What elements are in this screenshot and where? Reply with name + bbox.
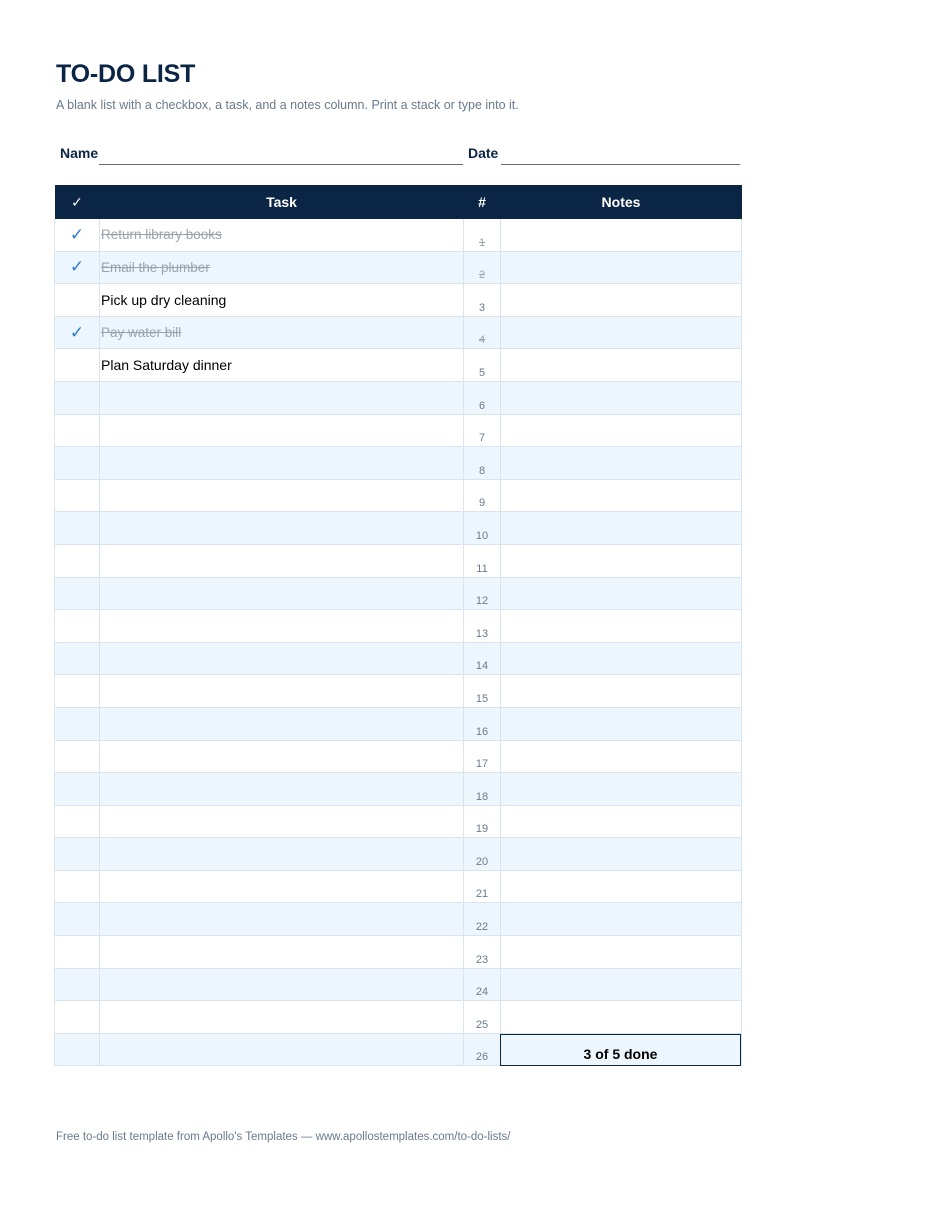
- checkmark-icon[interactable]: ✓: [55, 251, 100, 284]
- notes-cell[interactable]: [501, 544, 742, 577]
- task-cell[interactable]: [100, 512, 464, 545]
- task-cell[interactable]: [100, 838, 464, 871]
- checkbox-cell[interactable]: [55, 479, 100, 512]
- task-cell[interactable]: [100, 1001, 464, 1034]
- row-number: 17: [464, 740, 501, 773]
- task-cell[interactable]: [100, 1033, 464, 1066]
- notes-cell[interactable]: [501, 642, 742, 675]
- column-header-task: Task: [100, 185, 464, 219]
- task-cell[interactable]: [100, 642, 464, 675]
- row-number: 9: [464, 479, 501, 512]
- task-cell[interactable]: Return library books: [100, 219, 464, 251]
- task-cell[interactable]: [100, 740, 464, 773]
- task-cell[interactable]: [100, 773, 464, 806]
- table-row: [55, 773, 742, 806]
- table-row: [55, 610, 742, 643]
- checkbox-cell[interactable]: [55, 968, 100, 1001]
- row-number: 1: [464, 219, 501, 251]
- task-cell[interactable]: Pay water bill: [100, 316, 464, 349]
- table-row: [55, 544, 742, 577]
- task-cell[interactable]: [100, 968, 464, 1001]
- task-cell[interactable]: [100, 447, 464, 480]
- table-row: [55, 903, 742, 936]
- todo-table: [54, 185, 742, 1066]
- table-body: [55, 219, 742, 1066]
- row-number: 11: [464, 544, 501, 577]
- name-label: Name: [60, 145, 99, 161]
- table-row: [55, 1001, 742, 1034]
- table-row: [55, 642, 742, 675]
- table-row: [55, 447, 742, 480]
- name-field[interactable]: [99, 164, 463, 165]
- task-cell[interactable]: [100, 870, 464, 903]
- checkbox-cell[interactable]: [55, 805, 100, 838]
- notes-cell[interactable]: [501, 870, 742, 903]
- notes-cell[interactable]: [501, 740, 742, 773]
- task-cell[interactable]: [100, 903, 464, 936]
- checkbox-cell[interactable]: [55, 740, 100, 773]
- notes-cell[interactable]: [501, 968, 742, 1001]
- row-number: 10: [464, 512, 501, 545]
- checkbox-cell[interactable]: [55, 447, 100, 480]
- notes-cell[interactable]: [501, 773, 742, 806]
- row-number: 6: [464, 381, 501, 414]
- checkbox-cell[interactable]: [55, 903, 100, 936]
- checkbox-cell[interactable]: [55, 512, 100, 545]
- row-number: 23: [464, 936, 501, 969]
- checkbox-cell[interactable]: [55, 936, 100, 969]
- task-cell[interactable]: [100, 544, 464, 577]
- notes-cell[interactable]: [501, 610, 742, 643]
- checkbox-cell[interactable]: [55, 773, 100, 806]
- row-number: 20: [464, 838, 501, 871]
- checkbox-cell[interactable]: [55, 675, 100, 708]
- table-row: [55, 968, 742, 1001]
- row-number: 22: [464, 903, 501, 936]
- table-row: [55, 675, 742, 708]
- table-row: [55, 936, 742, 969]
- table-row: [55, 577, 742, 610]
- row-number: 16: [464, 707, 501, 740]
- table-row: [55, 512, 742, 545]
- table-row: [55, 284, 742, 317]
- column-header-num: #: [464, 185, 501, 219]
- row-number: 26: [464, 1033, 501, 1066]
- table-row: [55, 381, 742, 414]
- notes-cell[interactable]: [501, 903, 742, 936]
- checkbox-cell[interactable]: [55, 349, 100, 382]
- column-header-check: ✓: [55, 185, 100, 219]
- checkbox-cell[interactable]: [55, 870, 100, 903]
- row-number: 14: [464, 642, 501, 675]
- row-number: 12: [464, 577, 501, 610]
- checkbox-cell[interactable]: [55, 1033, 100, 1066]
- notes-cell[interactable]: [501, 447, 742, 480]
- table-row: [55, 316, 742, 349]
- notes-cell[interactable]: [501, 316, 742, 349]
- date-field[interactable]: [501, 164, 740, 165]
- task-cell[interactable]: [100, 414, 464, 447]
- notes-cell[interactable]: [501, 284, 742, 317]
- notes-cell[interactable]: [501, 1001, 742, 1034]
- row-number: 15: [464, 675, 501, 708]
- checkmark-icon[interactable]: ✓: [55, 219, 100, 251]
- table-row: [55, 707, 742, 740]
- notes-cell[interactable]: [501, 805, 742, 838]
- row-number: 24: [464, 968, 501, 1001]
- footer-credit: Free to-do list template from Apollo's Templates — www.apollostemplates.com/to-do-lists/: [56, 1131, 511, 1143]
- checkbox-cell[interactable]: [55, 414, 100, 447]
- checkbox-cell[interactable]: [55, 577, 100, 610]
- row-number: 5: [464, 349, 501, 382]
- task-cell[interactable]: [100, 805, 464, 838]
- row-number: 13: [464, 610, 501, 643]
- table-row: [55, 740, 742, 773]
- table-row: [55, 251, 742, 284]
- completion-summary: 3 of 5 done: [500, 1034, 741, 1066]
- checkbox-cell[interactable]: [55, 707, 100, 740]
- column-header-notes: Notes: [501, 185, 742, 219]
- row-number: 2: [464, 251, 501, 284]
- table-row: [55, 479, 742, 512]
- notes-cell[interactable]: [501, 675, 742, 708]
- table-header-row: [55, 185, 742, 219]
- notes-cell[interactable]: [501, 838, 742, 871]
- row-number: 3: [464, 284, 501, 317]
- row-number: 25: [464, 1001, 501, 1034]
- notes-cell[interactable]: [501, 219, 742, 251]
- row-number: 4: [464, 316, 501, 349]
- table-row: [55, 219, 742, 251]
- row-number: 18: [464, 773, 501, 806]
- task-cell[interactable]: [100, 675, 464, 708]
- task-cell[interactable]: [100, 381, 464, 414]
- task-cell[interactable]: [100, 707, 464, 740]
- task-cell[interactable]: Pick up dry cleaning: [100, 284, 464, 317]
- notes-cell[interactable]: [501, 414, 742, 447]
- notes-cell[interactable]: [501, 577, 742, 610]
- row-number: 19: [464, 805, 501, 838]
- checkbox-cell[interactable]: [55, 544, 100, 577]
- notes-cell[interactable]: [501, 349, 742, 382]
- row-number: 7: [464, 414, 501, 447]
- checkbox-cell[interactable]: [55, 1001, 100, 1034]
- notes-cell[interactable]: [501, 512, 742, 545]
- notes-cell[interactable]: [501, 251, 742, 284]
- page-subtitle: A blank list with a checkbox, a task, and a notes column. Print a stack or type into it.: [56, 98, 519, 112]
- checkbox-cell[interactable]: [55, 642, 100, 675]
- page-title: TO-DO LIST: [56, 60, 196, 88]
- task-cell[interactable]: [100, 936, 464, 969]
- task-cell[interactable]: Email the plumber: [100, 251, 464, 284]
- notes-cell[interactable]: [501, 479, 742, 512]
- table-row: [55, 805, 742, 838]
- notes-cell[interactable]: [501, 381, 742, 414]
- notes-cell[interactable]: [501, 707, 742, 740]
- table-row: [55, 870, 742, 903]
- checkbox-cell[interactable]: [55, 381, 100, 414]
- checkbox-cell[interactable]: [55, 838, 100, 871]
- task-cell[interactable]: [100, 577, 464, 610]
- row-number: 21: [464, 870, 501, 903]
- table-row: [55, 838, 742, 871]
- date-label: Date: [468, 145, 499, 161]
- task-cell[interactable]: Plan Saturday dinner: [100, 349, 464, 382]
- checkbox-cell[interactable]: [55, 284, 100, 317]
- table-row: [55, 349, 742, 382]
- checkmark-icon[interactable]: ✓: [55, 316, 100, 349]
- notes-cell[interactable]: [501, 936, 742, 969]
- table-row: [55, 414, 742, 447]
- task-cell[interactable]: [100, 610, 464, 643]
- checkbox-cell[interactable]: [55, 610, 100, 643]
- task-cell[interactable]: [100, 479, 464, 512]
- row-number: 8: [464, 447, 501, 480]
